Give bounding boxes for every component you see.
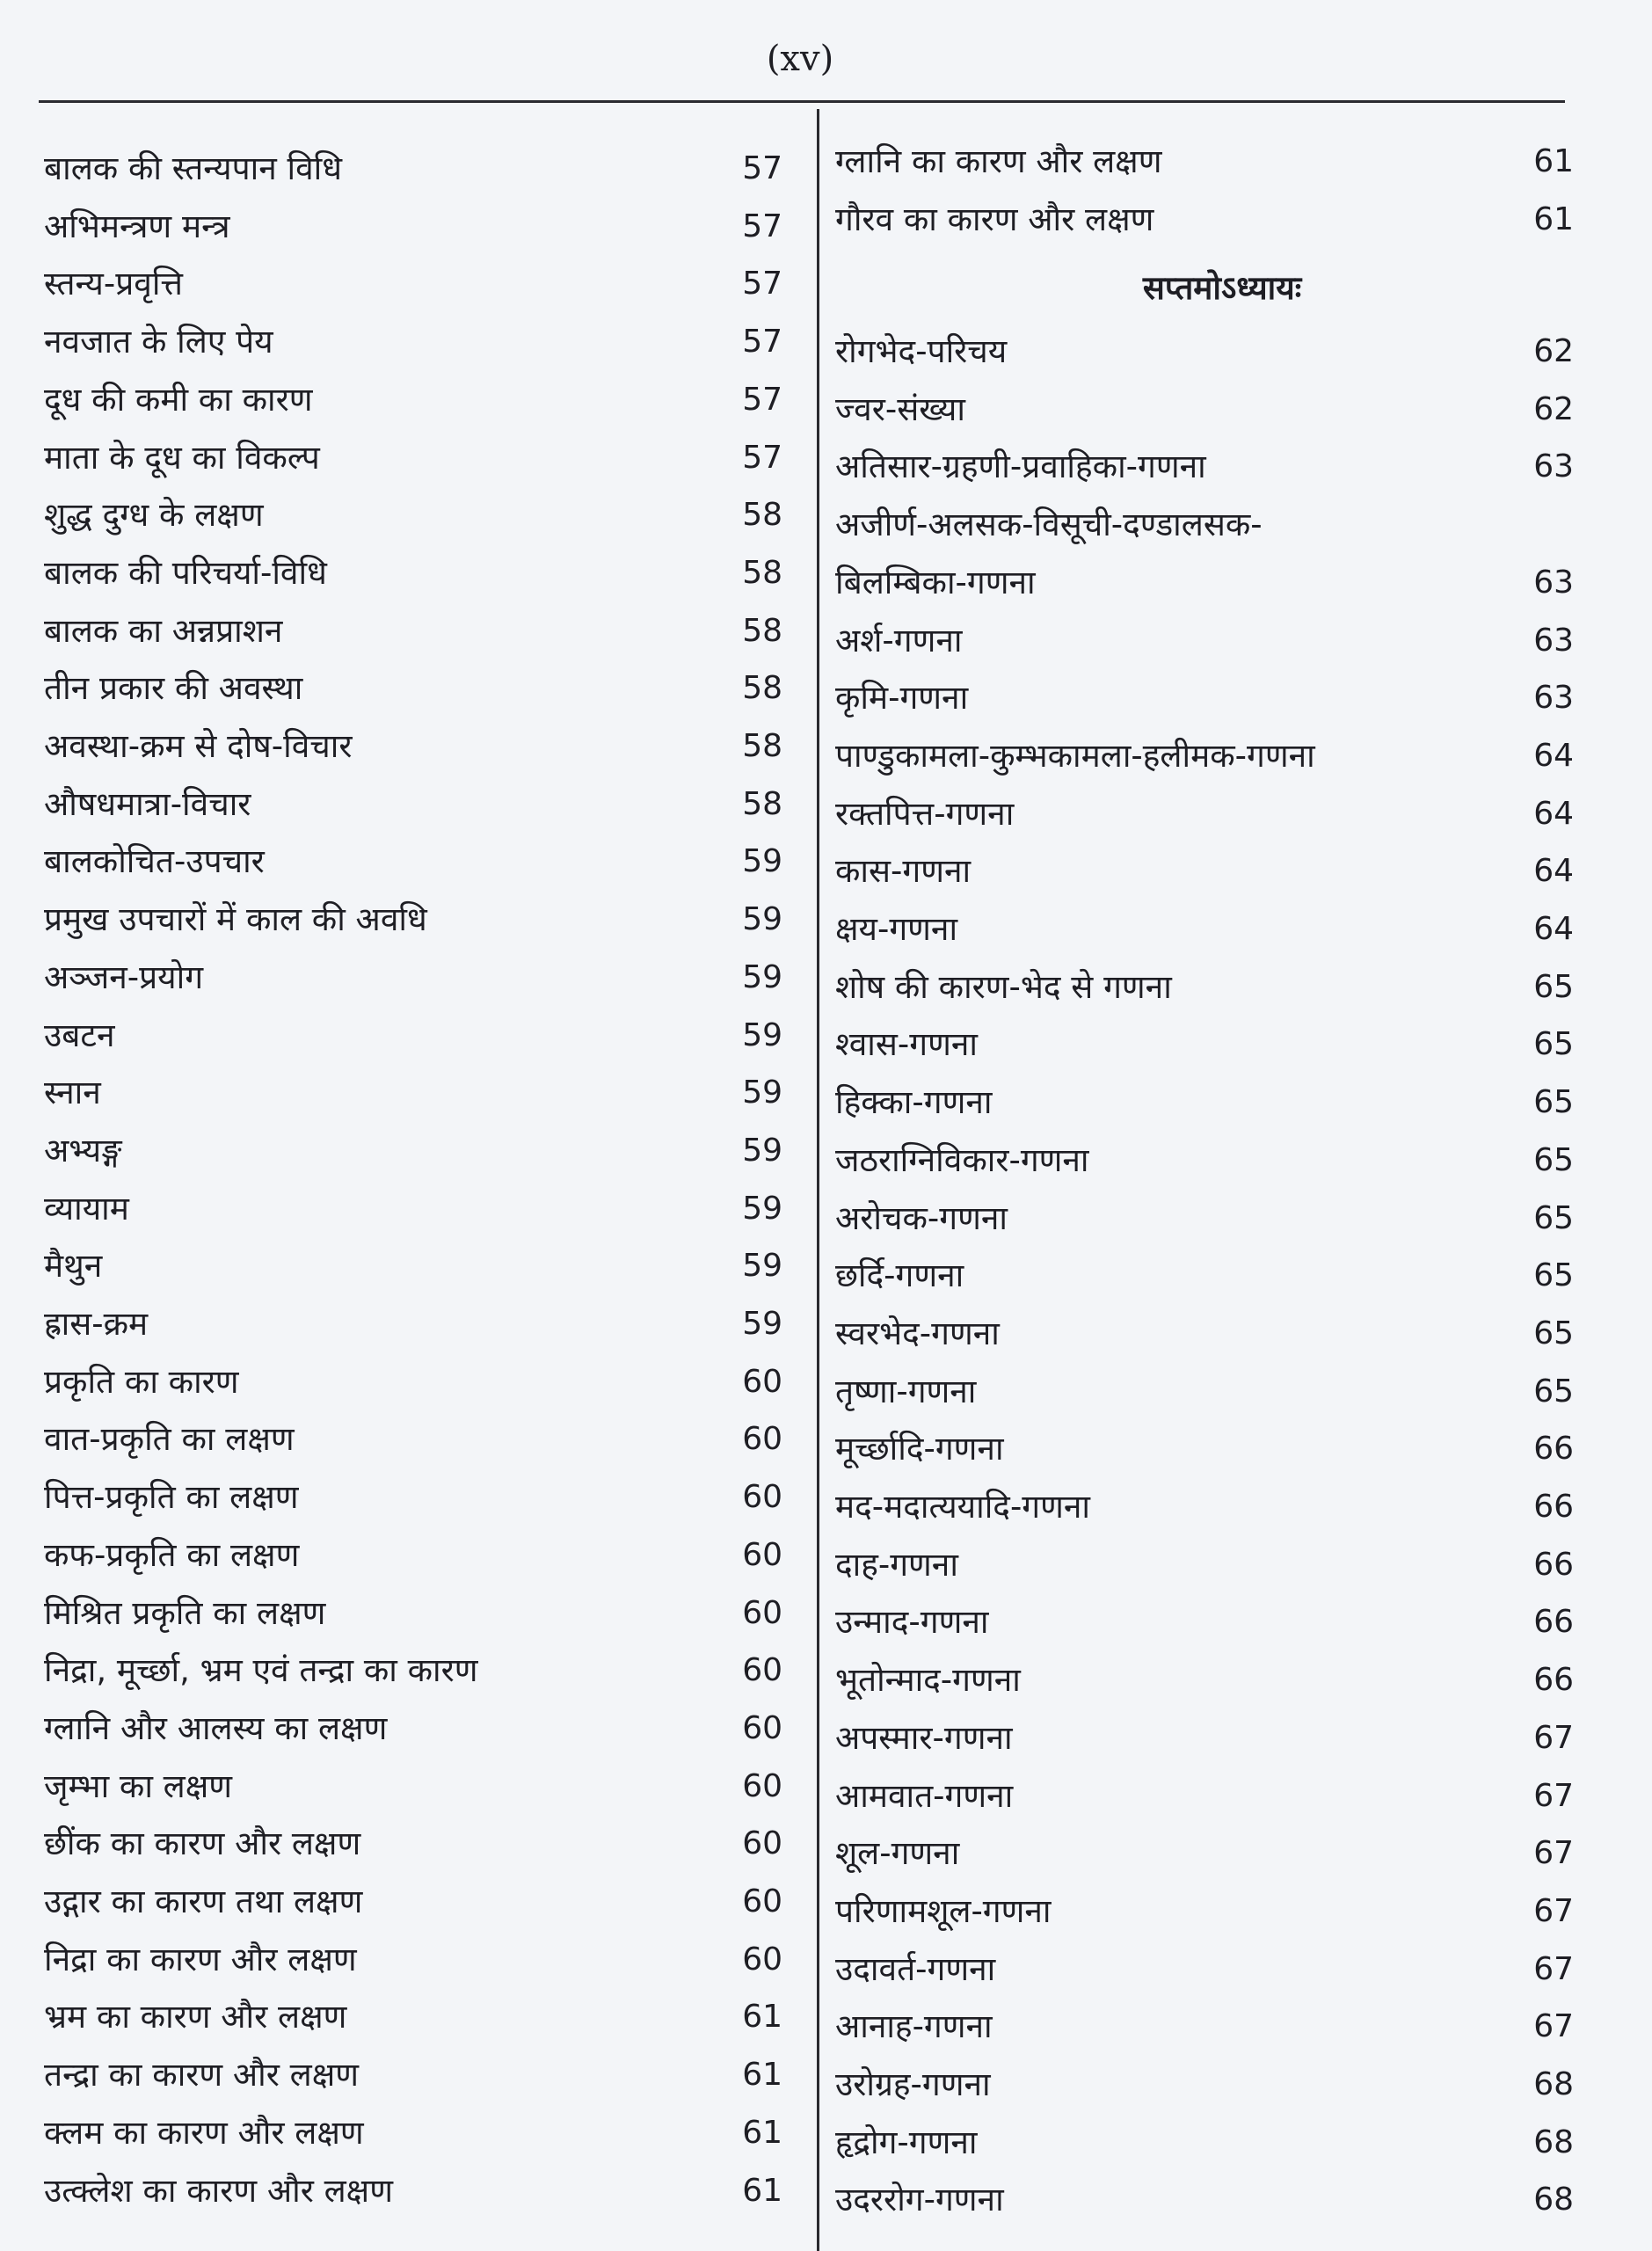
toc-entry xyxy=(44,1816,782,1872)
toc-entry xyxy=(835,555,1574,611)
entry-page-number: 61 xyxy=(742,2172,782,2209)
entry-title: हृद्रोग-गणना xyxy=(835,2123,978,2161)
toc-entry xyxy=(835,1016,1574,1073)
toc-entry xyxy=(835,1248,1574,1304)
entry-title: अजीर्ण-अलसक-विसूची-दण्डालसक- xyxy=(835,506,1263,544)
entry-title: अञ्जन-प्रयोग xyxy=(44,958,204,996)
entry-page-number: 67 xyxy=(1533,1835,1574,1872)
toc-entry xyxy=(44,1181,782,1237)
entry-page-number: 57 xyxy=(742,324,782,361)
toc-entry xyxy=(835,1133,1574,1189)
toc-entry xyxy=(44,314,782,370)
entry-page-number: 60 xyxy=(742,1479,782,1516)
entry-page-number: 59 xyxy=(742,1075,782,1111)
entry-title: वात-प्रकृति का लक्षण xyxy=(44,1420,295,1459)
toc-entry xyxy=(44,718,782,775)
entry-title: बालक की स्तन्यपान विधि xyxy=(44,149,342,187)
toc-entry xyxy=(44,430,782,486)
entry-title: स्तन्य-प्रवृत्ति xyxy=(44,265,183,303)
entry-title: उरोग्रह-गणना xyxy=(835,2065,991,2103)
toc-entry xyxy=(44,950,782,1006)
toc-entry xyxy=(835,1421,1574,1477)
toc-entry xyxy=(44,1065,782,1121)
entry-title: तन्द्रा का कारण और लक्षण xyxy=(44,2056,360,2094)
toc-entry xyxy=(44,834,782,890)
entry-page-number: 60 xyxy=(742,1421,782,1458)
toc-entry xyxy=(44,1701,782,1757)
toc-entry xyxy=(44,1123,782,1179)
entry-title: ह्रास-क्रम xyxy=(44,1305,149,1343)
entry-page-number: 61 xyxy=(742,1999,782,2036)
entry-page-number: 58 xyxy=(742,728,782,764)
entry-title: उत्क्लेश का कारण और लक्षण xyxy=(44,2171,393,2210)
entry-page-number: 67 xyxy=(1533,1892,1574,1929)
entry-page-number: 59 xyxy=(742,1306,782,1342)
entry-page-number: 61 xyxy=(1533,143,1574,179)
entry-page-number: 59 xyxy=(742,901,782,938)
entry-title: पाण्डुकामला-कुम्भकामला-हलीमक-गणना xyxy=(835,736,1315,775)
entry-page-number: 58 xyxy=(742,554,782,591)
toc-entry xyxy=(44,1008,782,1064)
entry-page-number: 65 xyxy=(1533,1257,1574,1294)
entry-page-number: 66 xyxy=(1533,1489,1574,1525)
entry-title: व्यायाम xyxy=(44,1189,129,1227)
entry-title: कृमि-गणना xyxy=(835,679,969,718)
toc-entry xyxy=(44,199,782,255)
toc-entry xyxy=(835,670,1574,726)
entry-title: बालक की परिचर्या-विधि xyxy=(44,553,327,592)
entry-page-number: 59 xyxy=(742,1016,782,1053)
entry-title: क्षय-गणना xyxy=(835,910,958,948)
chapter-heading: सप्तमोऽध्यायः xyxy=(1142,269,1302,307)
entry-title: उन्माद-गणना xyxy=(835,1603,989,1642)
entry-title: अभ्यङ्ग xyxy=(44,1131,122,1169)
toc-entry xyxy=(44,1469,782,1526)
entry-page-number: 65 xyxy=(1533,1199,1574,1236)
entry-page-number: 67 xyxy=(1533,1777,1574,1814)
toc-entry xyxy=(44,660,782,717)
entry-title: जृम्भा का लक्षण xyxy=(44,1767,233,1805)
toc-entry xyxy=(44,1411,782,1468)
toc-entry xyxy=(44,2105,782,2161)
entry-title: छींक का कारण और लक्षण xyxy=(44,1825,361,1863)
entry-title: कफ-प्रकृति का लक्षण xyxy=(44,1535,300,1574)
entry-title: शोष की कारण-भेद से गणना xyxy=(835,967,1172,1006)
entry-page-number: 65 xyxy=(1533,1315,1574,1351)
toc-entry xyxy=(835,959,1574,1016)
entry-title: स्नान xyxy=(44,1074,101,1112)
entry-page-number: 59 xyxy=(742,843,782,880)
entry-page-number: 64 xyxy=(1533,911,1574,947)
entry-page-number: 60 xyxy=(742,1767,782,1804)
entry-title: क्लम का कारण और लक्षण xyxy=(44,2113,364,2152)
entry-page-number: 65 xyxy=(1533,1373,1574,1410)
entry-page-number: 58 xyxy=(742,497,782,534)
toc-entry xyxy=(44,1296,782,1352)
toc-entry xyxy=(44,545,782,601)
toc-entry xyxy=(44,892,782,948)
toc-entry xyxy=(835,1479,1574,1535)
entry-page-number: 60 xyxy=(742,1825,782,1862)
entry-page-number: 59 xyxy=(742,958,782,995)
toc-entry xyxy=(835,1710,1574,1767)
entry-page-number: 66 xyxy=(1533,1546,1574,1583)
entry-title: रोगभेद-परिचय xyxy=(835,332,1008,370)
entry-title: अभिमन्त्रण मन्त्र xyxy=(44,207,230,245)
entry-title: आनाह-गणना xyxy=(835,2007,993,2046)
entry-page-number: 60 xyxy=(742,1883,782,1920)
entry-title: प्रकृति का कारण xyxy=(44,1362,239,1401)
entry-page-number: 57 xyxy=(742,381,782,418)
toc-entry xyxy=(44,1932,782,1988)
toc-entry xyxy=(44,372,782,428)
entry-page-number: 60 xyxy=(742,1363,782,1400)
toc-entry xyxy=(44,487,782,543)
top-rule xyxy=(39,100,1565,103)
entry-page-number: 62 xyxy=(1533,333,1574,369)
entry-page-number: 60 xyxy=(742,1941,782,1978)
entry-title: श्वास-गणना xyxy=(835,1025,978,1064)
entry-title: मिश्रित प्रकृति का लक्षण xyxy=(44,1593,326,1632)
toc-entry xyxy=(835,192,1574,248)
toc-entry xyxy=(835,2172,1574,2228)
entry-title: छर्दि-गणना xyxy=(835,1257,964,1295)
entry-page-number: 63 xyxy=(1533,680,1574,717)
entry-title: भूतोन्माद-गणना xyxy=(835,1661,1021,1700)
entry-title: आमवात-गणना xyxy=(835,1776,1014,1815)
entry-page-number: 66 xyxy=(1533,1431,1574,1468)
entry-title: रक्तपित्त-गणना xyxy=(835,794,1015,833)
toc-entry xyxy=(835,2115,1574,2171)
entry-page-number: 60 xyxy=(742,1536,782,1573)
toc-entry xyxy=(44,603,782,659)
entry-page-number: 61 xyxy=(1533,200,1574,237)
entry-title: पित्त-प्रकृति का लक्षण xyxy=(44,1478,299,1517)
toc-entry xyxy=(835,497,1574,553)
entry-page-number: 60 xyxy=(742,1652,782,1689)
entry-title: प्रमुख उपचारों में काल की अवधि xyxy=(44,900,427,939)
entry-page-number: 57 xyxy=(742,266,782,302)
entry-title: परिणामशूल-गणना xyxy=(835,1891,1052,1930)
entry-title: गौरव का कारण और लक्षण xyxy=(835,200,1154,238)
entry-page-number: 59 xyxy=(742,1190,782,1227)
toc-entry xyxy=(44,1585,782,1642)
entry-page-number: 57 xyxy=(742,150,782,186)
toc-entry xyxy=(835,134,1574,190)
entry-page-number: 64 xyxy=(1533,853,1574,890)
toc-entry xyxy=(835,324,1574,380)
entry-title: तीन प्रकार की अवस्था xyxy=(44,669,303,708)
toc-entry xyxy=(44,256,782,312)
entry-title: तृष्णा-गणना xyxy=(835,1372,977,1410)
toc-entry xyxy=(835,1883,1574,1940)
entry-title: ज्वर-संख्या xyxy=(835,390,965,428)
entry-title: हिक्का-गणना xyxy=(835,1083,993,1122)
entry-title: भ्रम का कारण और लक्षण xyxy=(44,1998,347,2036)
entry-title: अवस्था-क्रम से दोष-विचार xyxy=(44,727,353,765)
entry-title: माता के दूध का विकल्प xyxy=(44,438,320,477)
toc-entry xyxy=(44,1354,782,1410)
entry-title: दूध की कमी का कारण xyxy=(44,380,313,419)
entry-title: शुद्ध दुग्ध के लक्षण xyxy=(44,496,264,535)
entry-title: बालकोचित-उपचार xyxy=(44,842,265,881)
entry-title: दाह-गणना xyxy=(835,1545,958,1584)
entry-title: अर्श-गणना xyxy=(835,621,963,659)
toc-entry xyxy=(835,1364,1574,1420)
entry-page-number: 59 xyxy=(742,1132,782,1169)
entry-page-number: 58 xyxy=(742,785,782,822)
toc-entry xyxy=(44,2163,782,2219)
entry-page-number: 66 xyxy=(1533,1662,1574,1699)
entry-page-number: 67 xyxy=(1533,1950,1574,1987)
entry-page-number: 68 xyxy=(1533,2066,1574,2102)
toc-entry xyxy=(835,1306,1574,1362)
toc-entry xyxy=(44,776,782,833)
entry-page-number: 65 xyxy=(1533,1141,1574,1178)
entry-page-number: 59 xyxy=(742,1248,782,1285)
toc-entry xyxy=(44,1759,782,1815)
entry-title: औषधमात्रा-विचार xyxy=(44,784,251,823)
entry-page-number: 63 xyxy=(1533,448,1574,485)
entry-page-number: 57 xyxy=(742,208,782,244)
entry-page-number: 61 xyxy=(742,2057,782,2094)
entry-title: निद्रा का कारण और लक्षण xyxy=(44,1940,357,1978)
toc-entry xyxy=(44,1874,782,1930)
toc-entry xyxy=(44,1238,782,1294)
entry-page-number: 60 xyxy=(742,1709,782,1746)
toc-entry xyxy=(835,1537,1574,1593)
entry-title: उबटन xyxy=(44,1016,115,1054)
entry-title: स्वरभेद-गणना xyxy=(835,1314,1000,1352)
entry-page-number: 60 xyxy=(742,1594,782,1631)
entry-title: मद-मदात्ययादि-गणना xyxy=(835,1488,1090,1526)
entry-page-number: 67 xyxy=(1533,1719,1574,1756)
toc-entry xyxy=(835,439,1574,495)
toc-entry xyxy=(835,1652,1574,1708)
entry-title: अतिसार-ग्रहणी-प्रवाहिका-गणना xyxy=(835,448,1206,486)
entry-page-number: 62 xyxy=(1533,390,1574,427)
entry-title: अरोचक-गणना xyxy=(835,1198,1008,1237)
entry-page-number: 65 xyxy=(1533,968,1574,1005)
entry-title: कास-गणना xyxy=(835,852,972,891)
entry-title: शूल-गणना xyxy=(835,1834,960,1873)
entry-title: अपस्मार-गणना xyxy=(835,1718,1013,1757)
toc-entry xyxy=(835,901,1574,958)
entry-title: उद्गार का कारण तथा लक्षण xyxy=(44,1883,363,1920)
toc-entry xyxy=(44,1989,782,2045)
toc-entry xyxy=(835,786,1574,842)
entry-page-number: 63 xyxy=(1533,622,1574,659)
entry-page-number: 63 xyxy=(1533,564,1574,601)
entry-page-number: 65 xyxy=(1533,1084,1574,1121)
entry-page-number: 67 xyxy=(1533,2008,1574,2045)
entry-title: नवजात के लिए पेय xyxy=(44,323,273,361)
entry-page-number: 57 xyxy=(742,439,782,476)
entry-title: मूर्च्छादि-गणना xyxy=(835,1430,1004,1468)
toc-entry xyxy=(44,1527,782,1584)
entry-title: बिलम्बिका-गणना xyxy=(835,563,1036,601)
toc-entry xyxy=(835,1999,1574,2055)
entry-page-number: 68 xyxy=(1533,2124,1574,2160)
toc-entry xyxy=(835,1768,1574,1825)
toc-entry xyxy=(835,613,1574,669)
entry-title: बालक का अन्नप्राशन xyxy=(44,611,283,650)
toc-entry xyxy=(44,141,782,197)
toc-entry xyxy=(835,1941,1574,1998)
toc-entry xyxy=(835,1825,1574,1882)
entry-title: जठराग्निविकार-गणना xyxy=(835,1140,1089,1179)
page-number: (xv) xyxy=(766,39,834,79)
entry-page-number: 65 xyxy=(1533,1026,1574,1063)
entry-title: ग्लानि और आलस्य का लक्षण xyxy=(44,1708,388,1747)
entry-page-number: 68 xyxy=(1533,2182,1574,2218)
entry-title: उदररोग-गणना xyxy=(835,2181,1004,2219)
entry-title: मैथुन xyxy=(44,1247,103,1286)
toc-entry xyxy=(835,728,1574,784)
toc-entry xyxy=(835,382,1574,438)
entry-page-number: 64 xyxy=(1533,737,1574,774)
toc-entry xyxy=(44,2047,782,2103)
toc-entry xyxy=(44,1643,782,1699)
entry-page-number: 66 xyxy=(1533,1604,1574,1641)
entry-page-number: 61 xyxy=(742,2114,782,2151)
entry-page-number: 64 xyxy=(1533,795,1574,832)
entry-page-number: 58 xyxy=(742,612,782,649)
toc-entry xyxy=(835,2057,1574,2113)
entry-page-number: 58 xyxy=(742,670,782,707)
toc-entry xyxy=(835,1075,1574,1131)
entry-title: उदावर्त-गणना xyxy=(835,1949,996,1988)
toc-entry xyxy=(835,1594,1574,1650)
toc-entry xyxy=(835,843,1574,900)
toc-entry xyxy=(835,1191,1574,1247)
entry-title: ग्लानि का कारण और लक्षण xyxy=(835,142,1162,180)
column-divider xyxy=(817,109,819,2251)
entry-title: निद्रा, मूर्च्छा, भ्रम एवं तन्द्रा का कारण xyxy=(44,1651,478,1690)
